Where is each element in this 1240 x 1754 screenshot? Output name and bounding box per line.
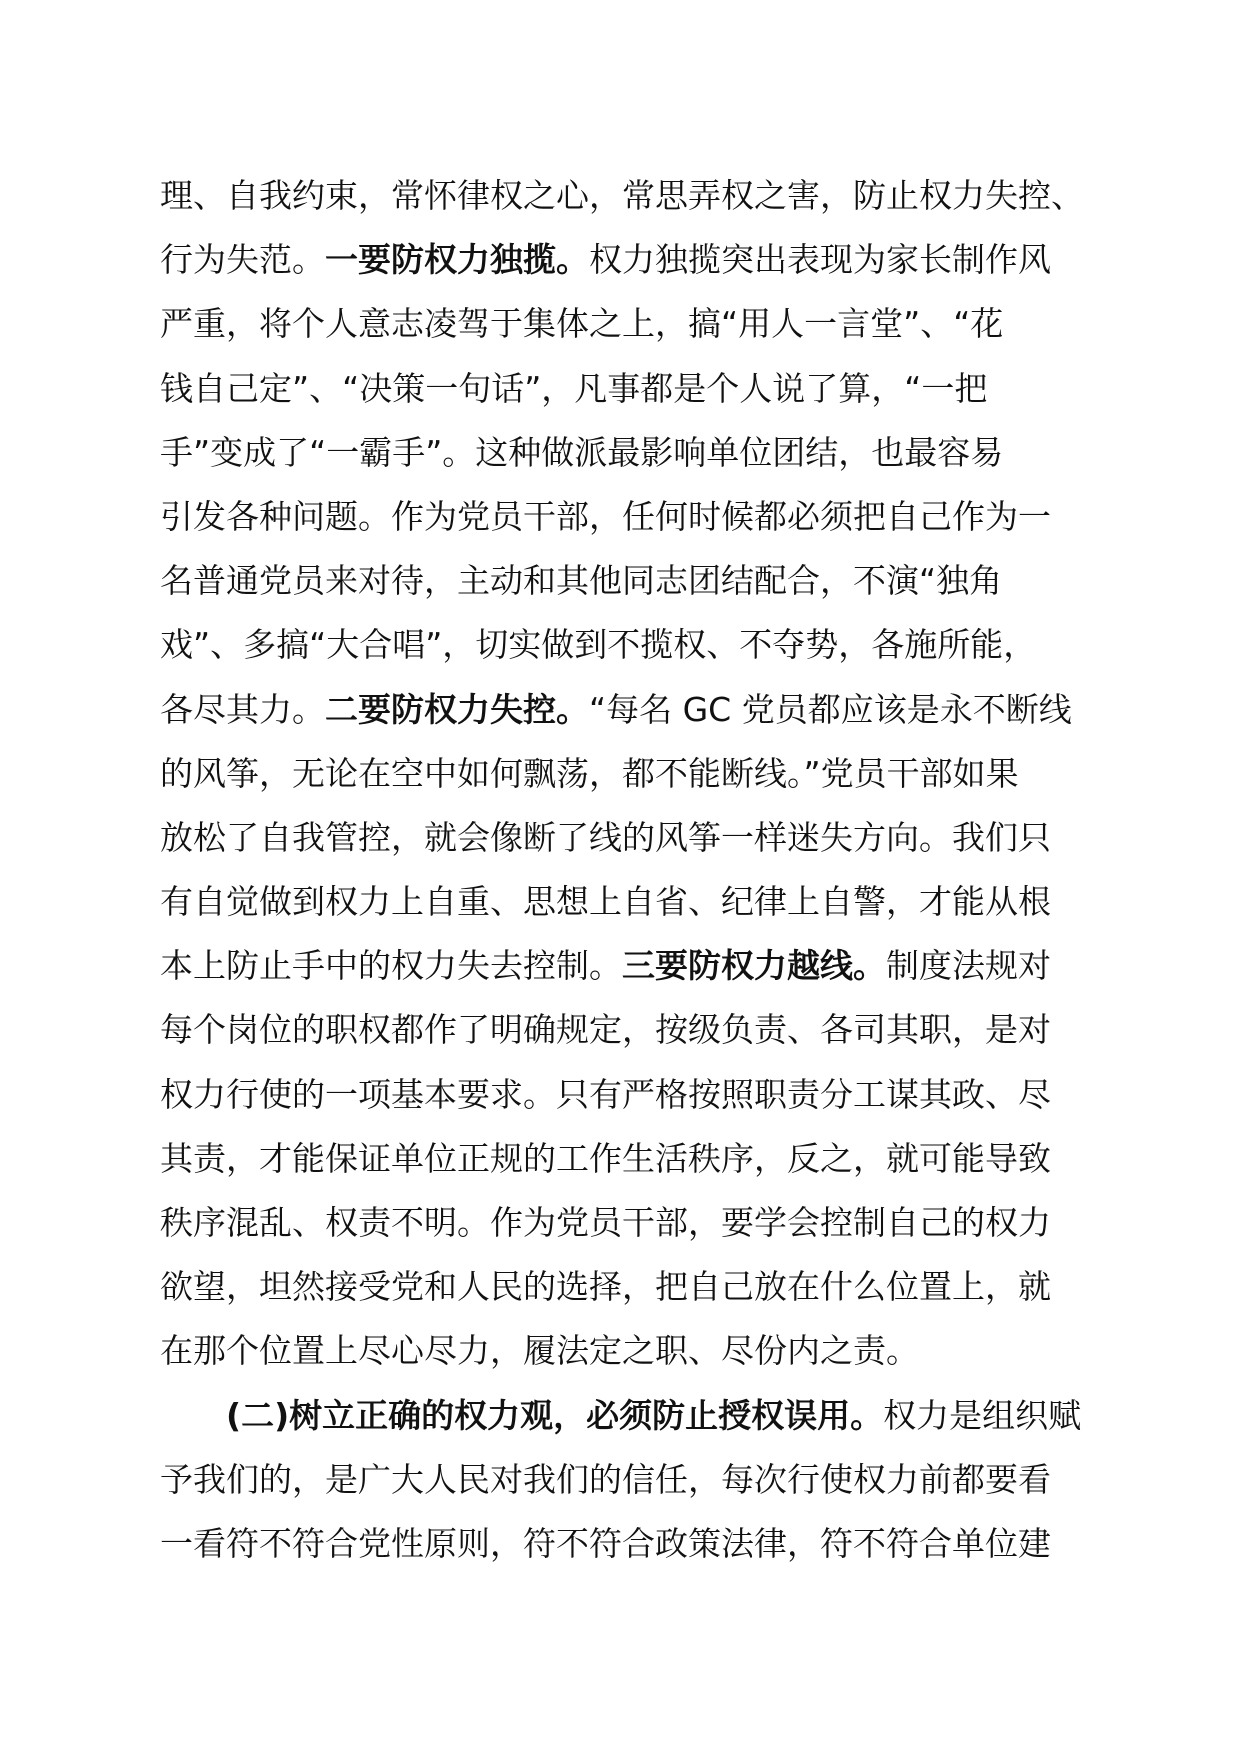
body-text-segment: 予我们的，是广大人民对我们的信任，每次行使权力前都要看 <box>160 1459 1051 1499</box>
body-text-segment: 名普通党员来对待，主动和其他同志团结配合，不演“独角 <box>160 561 1003 601</box>
text-line <box>160 1512 1100 1576</box>
text-line <box>160 934 1100 998</box>
text-line <box>160 228 1100 292</box>
text-line <box>160 806 1100 870</box>
body-text-segment: 权力是组织赋 <box>883 1395 1082 1435</box>
body-text-segment: 在那个位置上尽心尽力，履法定之职、尽份内之责。 <box>160 1331 919 1371</box>
text-line <box>160 549 1100 613</box>
body-text-segment: 每个岗位的职权都作了明确规定，按级负责、各司其职，是对 <box>160 1010 1051 1050</box>
body-text-segment: 戏”、多搞“大合唱”，切实做到不揽权、不夺势，各施所能， <box>160 625 1037 665</box>
body-text-segment: 放松了自我管控，就会像断了线的风筝一样迷失方向。我们只 <box>160 817 1051 857</box>
body-text-segment: 理、自我约束，常怀律权之心，常思弄权之害，防止权力失控、 <box>160 176 1084 215</box>
bold-heading-text: (二)树立正确的权力观，必须防止授权误用。 <box>226 1395 884 1435</box>
bold-heading-text: 二要防权力失控。 <box>325 689 589 729</box>
bold-heading-text: 一要防权力独揽。 <box>325 240 589 280</box>
text-line <box>160 1063 1100 1127</box>
body-text-segment: 权力独揽突出表现为家长制作风 <box>589 240 1051 280</box>
text-line <box>160 292 1100 356</box>
body-text-segment: 严重，将个人意志凌驾于集体之上，搞“用人一言堂”、“花 <box>160 304 1004 344</box>
text-line <box>160 1448 1100 1512</box>
body-text-segment: 的风筝，无论在空中如何飘荡，都不能断线。”党员干部如果 <box>160 753 1019 793</box>
body-text-segment: 秩序混乱、权责不明。作为党员干部，要学会控制自己的权力 <box>160 1203 1051 1242</box>
text-line <box>160 613 1100 677</box>
text-line <box>160 870 1100 934</box>
body-text-segment: 有自觉做到权力上自重、思想上自省、纪律上自警，才能从根 <box>160 882 1051 922</box>
text-line <box>160 357 1100 421</box>
text-line <box>160 485 1100 549</box>
text-line <box>160 1319 1100 1383</box>
text-line <box>160 998 1100 1062</box>
text-line <box>160 421 1100 485</box>
body-text-segment: 其责，才能保证单位正规的工作生活秩序，反之，就可能导致 <box>160 1138 1051 1178</box>
text-line <box>160 1127 1100 1191</box>
body-text-segment: 引发各种问题。作为党员干部，任何时候都必须把自己作为一 <box>160 496 1051 536</box>
text-line <box>160 742 1100 806</box>
text-line <box>160 1191 1100 1255</box>
body-text-segment: 手”变成了“一霸手”。这种做派最影响单位团结，也最容易 <box>160 432 1004 472</box>
text-line <box>160 1384 1100 1448</box>
text-line <box>160 164 1100 228</box>
body-text <box>160 164 1100 1576</box>
text-line <box>160 678 1100 742</box>
body-text-segment: 权力行使的一项基本要求。只有严格按照职责分工谋其政、尽 <box>160 1074 1051 1114</box>
body-text-segment: 制度法规对 <box>886 946 1051 986</box>
bold-heading-text: 三要防权力越线。 <box>622 946 886 986</box>
text-line <box>160 1255 1100 1319</box>
body-text-segment: 钱自己定”、“决策一句话”，凡事都是个人说了算，“一把 <box>160 368 988 408</box>
body-text-segment: 欲望，坦然接受党和人民的选择，把自己放在什么位置上，就 <box>160 1267 1051 1307</box>
body-text-segment: 行为失范。 <box>160 240 325 280</box>
body-text-segment: 各尽其力。 <box>160 689 325 729</box>
body-text-segment: 一看符不符合党性原则，符不符合政策法律，符不符合单位建 <box>160 1523 1051 1563</box>
body-text-segment: “每名 GC 党员都应该是永不断线 <box>589 689 1072 729</box>
body-text-segment: 本上防止手中的权力失去控制。 <box>160 946 622 986</box>
